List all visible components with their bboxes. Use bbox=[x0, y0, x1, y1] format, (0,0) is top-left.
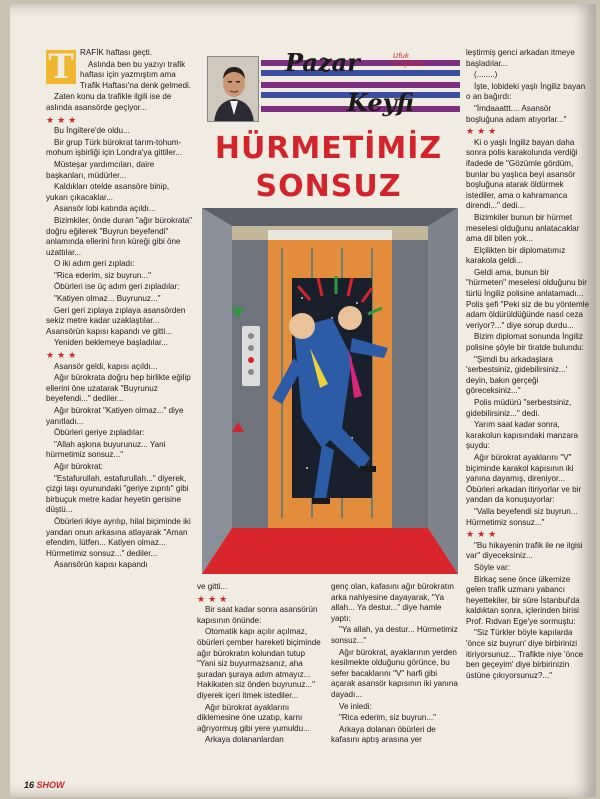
article-paragraph: Bir saat kadar sonra asansörün kapısının önünde: bbox=[197, 605, 318, 625]
article-paragraph: Ve inledi: bbox=[339, 701, 372, 711]
article-paragraph: "Şimdi bu arkadaşlara 'serbestsiniz, gidebilirsiniz...' deyin, bakın gerçeği göreceksiniz..." bbox=[466, 354, 568, 396]
article-paragraph: Ağır bürokrata doğru hep birlikte eğilip ellerini öne uzatarak "Buyrunuz beyefendi..." dediler... bbox=[46, 373, 191, 404]
article-paragraph: Yarım saat kadar sonra, karakolun kapısındaki manzara şuydu: bbox=[466, 420, 579, 451]
author-last-name: COŞKUN bbox=[393, 60, 423, 68]
section-divider-stars: ★★★ bbox=[197, 593, 231, 604]
article-paragraph: Öbürleri ise üç adım geri zıpladılar: bbox=[54, 282, 180, 292]
article-paragraph: Geldi ama, bunun bir "hürmeten" meselesi olduğunu bir türlü İngiliz polisine anlatamadı... Polis şefi "Peki siz de bu yöntemle adam öldürüldüğünde nasıl ceza veriyor?..." diye sorup durdu... bbox=[466, 267, 589, 330]
article-paragraph: Ki o yaşlı İngiliz bayan daha sonra polis karakolunda verdiği ifadede de "Gözümle gördüm, bunlar bu yaşlıca beyi asansör boşluğuna atarak öldürmek istediler, ama o kahramanca direndi..." dedi... bbox=[466, 137, 578, 211]
article-paragraph: Ağır bürokrat: bbox=[54, 461, 104, 471]
article-headline bbox=[197, 130, 460, 206]
article-paragraph: "Rica ederim, siz buyrun..." bbox=[339, 713, 437, 723]
article-paragraph: "Bu hikayenin trafik ile ne ilgisi var" diyeceksiniz... bbox=[466, 540, 583, 561]
article-paragraph: (........) bbox=[474, 70, 498, 80]
article-paragraph: Asansörün kapısı kapandı bbox=[54, 560, 148, 570]
page-footer bbox=[24, 780, 65, 790]
page-number: 16 bbox=[24, 780, 35, 790]
article-paragraph: Söyle var: bbox=[474, 562, 510, 572]
article-column-1 bbox=[46, 48, 192, 760]
article-paragraph: Asansör lobi katında açıldı... bbox=[54, 204, 156, 214]
article-paragraph: Bizim diplomat sonunda İngiliz polisine şöyle bir tiratde bulundu: bbox=[466, 332, 584, 353]
article-paragraph: ve gitti... bbox=[197, 582, 228, 591]
elevator-illustration bbox=[202, 208, 458, 574]
author-first-name: Ufuk bbox=[393, 52, 410, 60]
article-paragraph: Polis müdürü "serbestsiniz, gidebilirsiniz..." dedi. bbox=[466, 398, 572, 418]
article-paragraph: Yeniden beklemeye başladılar... bbox=[54, 338, 168, 348]
article-paragraph: Öbürleri geriye zıpladılar: bbox=[54, 428, 145, 438]
article-paragraph: genç olan, kafasını ağır bürokratın arka nahiyesine dayayarak, "Ya allah... Ya destur..." diye hamle yaptı: bbox=[331, 582, 454, 623]
magazine-name: SHOW bbox=[36, 780, 65, 790]
article-paragraph: Ağır bürokrat ayaklarını diklemesine öne uzatıp, karnı ağrıyormuş gibi yere yumuldu... bbox=[197, 702, 310, 733]
article-paragraph: Bu İngiltere'de oldu... bbox=[54, 126, 130, 136]
section-divider-stars: ★★★ bbox=[46, 114, 80, 125]
article-paragraph: O iki adım geri zıpladı: bbox=[54, 259, 135, 269]
article-paragraph: "Estafurullah, estafurullah..." diyerek, çizgi taşı oyunundaki "geriye zıprıtı" gibi birbuçuk metre kadar heyetin gerisine düştü... bbox=[46, 473, 189, 515]
article-paragraph: Öbürleri ikiye ayrılıp, hilal biçiminde iki yandan onun arkasına atlayarak "Aman efendim, lütfen... Katiyen olmaz... Hürmetimiz sonsuz..." dediler... bbox=[46, 516, 191, 558]
column-header bbox=[197, 48, 460, 126]
article-paragraph: RAFİK haftası geçti. bbox=[80, 48, 152, 57]
article-paragraph: "Siz Türkler böyle kapılarda 'önce siz buyrun' diye birbirinizi itiriyorsunuz... Trafikte niye 'önce ben geçeyim' diye birbirinizin üstüne çıkıyorsunuz?..." bbox=[466, 628, 584, 680]
article-paragraph: Müsteşar yardımcıları, daire başkanları, müdürler... bbox=[46, 159, 155, 180]
article-paragraph: "İmdaaattt.... Asansör boşluğuna adam atıyorlar..." bbox=[466, 103, 567, 124]
article-paragraph: Arkaya dolananlardan bbox=[205, 735, 284, 745]
article-paragraph: "Katiyen olmaz... Buyrunuz..." bbox=[54, 294, 161, 304]
article-paragraph: Ağır bürokrat "Katiyen olmaz..." diye yanıtladı... bbox=[46, 406, 184, 426]
article-paragraph: Geri geri zıplaya zıplaya asansörden sekiz metre kadar uzaklaştılar... Asansörün kapısı kapandı ve gitti... bbox=[46, 305, 186, 336]
section-divider-stars: ★★★ bbox=[466, 529, 500, 540]
author-name bbox=[393, 52, 423, 68]
author-photo bbox=[207, 56, 259, 122]
article-paragraph: "Valla beyefendi siz buyrun... Hürmetimiz sonsuz..." bbox=[466, 506, 578, 527]
article-paragraph: Birkaç sene önce ülkemize gelen trafik uzmanı yabancı heyettekiler, bir süre İstanbul'da kaldıktan sonra, içlerinden birisi Prof. Rıdvan Ege'ye sormuştu: bbox=[466, 574, 580, 626]
article-column-3 bbox=[331, 582, 461, 764]
article-paragraph: Arkaya dolanan öbürleri de kafasını aptış arasına yer bbox=[331, 724, 436, 745]
article-paragraph: Bizimkiler bunun bir hürmet meselesi olduğunu anlatacaklar ama dil bilen yok... bbox=[466, 212, 580, 244]
article-paragraph: "Allah aşkına buyurunuz... Yani hürmetimiz sonsuz..." bbox=[46, 439, 166, 460]
article-paragraph: İşte, lobideki yaşlı İngiliz bayan o an bağırdı: bbox=[466, 81, 586, 102]
article-paragraph: Kaldıkları otelde asansöre binip, yukarı çıkacaklar... bbox=[46, 182, 170, 202]
article-paragraph: Zaten konu da trafikle ilgili ise de aslında asansörde geçiyor... bbox=[46, 92, 172, 112]
article-paragraph: Aslında ben bu yazıyı trafik haftası için yazmıştım ama Trafik Haftası'na denk gelmedi. bbox=[80, 59, 192, 90]
article-column-4 bbox=[466, 48, 590, 760]
article-paragraph: Bizimkiler, önde duran "ağır bürokrata" doğru eğilerek "Buyrun beyefendi" anlamında ellerini fırın küreği gibi öne uzattılar... bbox=[46, 215, 192, 257]
magazine-page bbox=[10, 4, 596, 797]
headline-line1: HÜRMETİMİZ bbox=[214, 131, 443, 166]
article-paragraph: leştirmiş genci arkadan itmeye başladılar... bbox=[466, 48, 575, 68]
section-divider-stars: ★★★ bbox=[466, 126, 500, 137]
article-column-2 bbox=[197, 582, 325, 764]
article-paragraph: Otomatik kapı açılır açılmaz, öbürleri çember hareketi biçiminde ağır bürokratın kolundan tutup "Yani siz buyurmazsanız, aha şuradan şuraya adım atmayız... Hakikaten siz önden buyrunuz..." diyerek içeri itmek istediler... bbox=[197, 627, 321, 700]
headline-line2: SONSUZ bbox=[255, 169, 402, 204]
article-paragraph: Elçilikten bir diplomatımız karakola geldi... bbox=[466, 245, 566, 266]
article-paragraph: Bir grup Türk bürokrat tarım-tohum-mohum işbirliği için Londra'ya gittiler... bbox=[46, 137, 183, 158]
drop-cap: T bbox=[46, 50, 76, 84]
article-paragraph: "Rica ederim, siz buyrun..." bbox=[54, 270, 152, 280]
article-paragraph: "Ya allah, ya destur... Hürmetimiz sonsuz..." bbox=[331, 625, 458, 645]
article-paragraph: Asansör geldi, kapısı açıldı... bbox=[54, 361, 158, 371]
section-title-word2: Keyfi bbox=[347, 88, 414, 117]
article-paragraph: Ağır bürokrat, ayaklarının yerden kesilmekte olduğunu görünce, bu sefer bacaklarını "V" harfi gibi açarak asansör kapısının iki yanına dayadı... bbox=[331, 647, 458, 699]
section-divider-stars: ★★★ bbox=[46, 350, 80, 361]
section-title-word1: Pazar bbox=[285, 48, 360, 77]
article-paragraph: Ağır bürokrat ayaklarını "V" biçiminde karakol kapısının iki yanına dayamış, direniyor... Öbürleri arkadan itiriyorlar ve bir yandan da konuşuyorlar: bbox=[466, 452, 582, 505]
